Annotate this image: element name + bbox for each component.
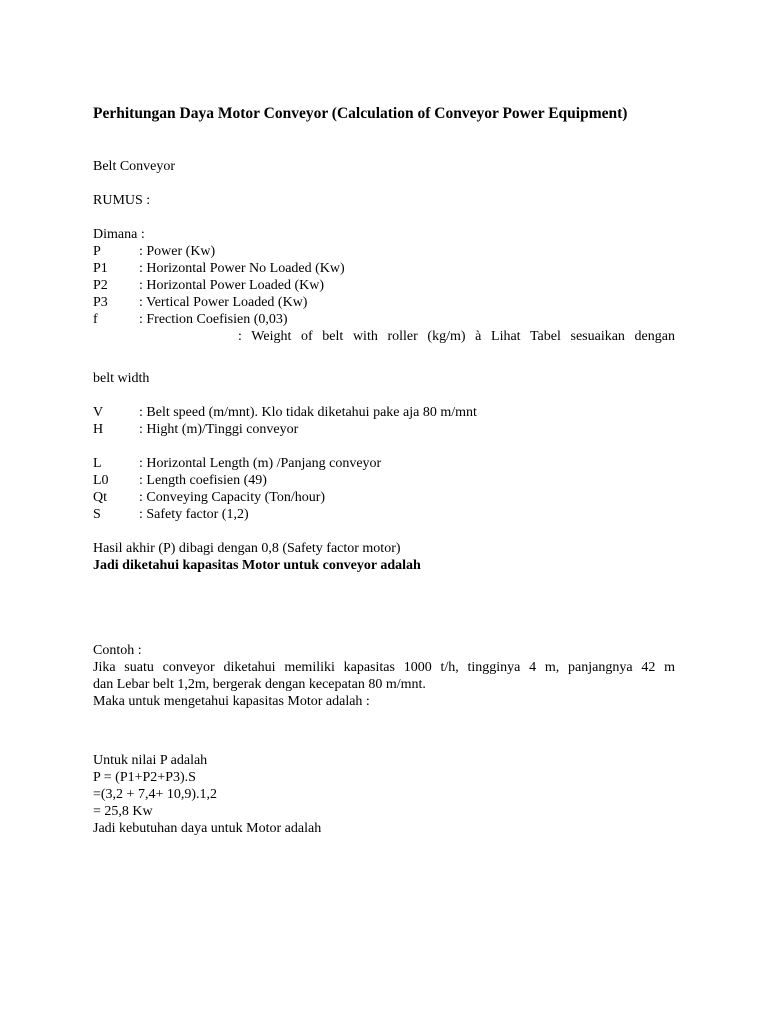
definition-symbol: P2 bbox=[93, 278, 108, 293]
definition-desc: : Vertical Power Loaded (Kw) bbox=[139, 295, 308, 310]
contoh-line-1: Jika suatu conveyor diketahui memiliki kapasitas 1000 t/h, tingginya 4 m, panjangnya 42 m bbox=[93, 660, 675, 675]
definition-row bbox=[93, 506, 675, 523]
definition-symbol: P1 bbox=[93, 261, 108, 276]
definition-symbol: L bbox=[93, 456, 102, 471]
contoh-line-2: dan Lebar belt 1,2m, bergerak dengan kecepatan 80 m/mnt. bbox=[93, 677, 426, 692]
definition-row bbox=[93, 243, 675, 260]
page-title: Perhitungan Daya Motor Conveyor (Calculation of Conveyor Power Equipment) bbox=[93, 105, 628, 122]
definition-desc: : Horizontal Length (m) /Panjang conveyor bbox=[139, 456, 382, 471]
definition-symbol: f bbox=[93, 312, 98, 327]
weight-line-continued: belt width bbox=[93, 371, 150, 386]
calc-line-1: P = (P1+P2+P3).S bbox=[93, 770, 196, 785]
subtitle: Belt Conveyor bbox=[93, 159, 176, 174]
definition-desc: : Length coefisien (49) bbox=[139, 473, 267, 488]
rumus-label: RUMUS : bbox=[93, 193, 151, 208]
definition-symbol: H bbox=[93, 422, 104, 437]
definition-desc: : Safety factor (1,2) bbox=[139, 507, 249, 522]
calc-line-3: = 25,8 Kw bbox=[93, 804, 153, 819]
definition-desc: : Horizontal Power Loaded (Kw) bbox=[139, 278, 325, 293]
spacer bbox=[93, 124, 675, 158]
definition-symbol: S bbox=[93, 507, 101, 522]
definition-symbol: L0 bbox=[93, 473, 109, 488]
calc-line-4: Jadi kebutuhan daya untuk Motor adalah bbox=[93, 821, 322, 836]
definition-symbol: P bbox=[93, 244, 101, 259]
definition-desc: : Frection Coefisien (0,03) bbox=[139, 312, 288, 327]
definition-row bbox=[93, 294, 675, 311]
definition-row bbox=[93, 489, 675, 506]
document-page bbox=[93, 104, 675, 837]
weight-line: : Weight of belt with roller (kg/m) à Lihat Tabel sesuaikan dengan bbox=[238, 329, 675, 344]
spacer bbox=[93, 345, 675, 370]
definition-row bbox=[93, 472, 675, 489]
definition-row bbox=[93, 404, 675, 421]
dimana-label: Dimana : bbox=[93, 227, 145, 242]
definitions-group-1 bbox=[93, 243, 675, 328]
definition-symbol: V bbox=[93, 405, 104, 420]
hasil-akhir: Hasil akhir (P) dibagi dengan 0,8 (Safety factor motor) bbox=[93, 541, 401, 556]
contoh-label: Contoh : bbox=[93, 643, 142, 658]
definition-desc: : Belt speed (m/mnt). Klo tidak diketahui pake aja 80 m/mnt bbox=[139, 405, 477, 420]
contoh-line-3: Maka untuk mengetahui kapasitas Motor adalah : bbox=[93, 694, 370, 709]
spacer bbox=[93, 209, 675, 226]
definition-symbol: Qt bbox=[93, 490, 107, 505]
definition-desc: : Conveying Capacity (Ton/hour) bbox=[139, 490, 326, 505]
definition-desc: : Hight (m)/Tinggi conveyor bbox=[139, 422, 299, 437]
jadi-kapasitas: Jadi diketahui kapasitas Motor untuk conveyor adalah bbox=[93, 558, 421, 573]
spacer bbox=[93, 523, 675, 540]
definitions-group-2 bbox=[93, 404, 675, 438]
definitions-group-3 bbox=[93, 455, 675, 523]
definition-row bbox=[93, 455, 675, 472]
spacer bbox=[93, 438, 675, 455]
definition-desc: : Horizontal Power No Loaded (Kw) bbox=[139, 261, 345, 276]
definition-row bbox=[93, 260, 675, 277]
calc-intro: Untuk nilai P adalah bbox=[93, 753, 208, 768]
definition-symbol: P3 bbox=[93, 295, 108, 310]
definition-row bbox=[93, 421, 675, 438]
definition-row bbox=[93, 277, 675, 294]
definition-desc: : Power (Kw) bbox=[139, 244, 216, 259]
spacer bbox=[93, 387, 675, 404]
spacer bbox=[93, 710, 675, 752]
definition-row bbox=[93, 311, 675, 328]
spacer bbox=[93, 175, 675, 192]
calc-line-2: =(3,2 + 7,4+ 10,9).1,2 bbox=[93, 787, 218, 802]
spacer bbox=[93, 574, 675, 642]
